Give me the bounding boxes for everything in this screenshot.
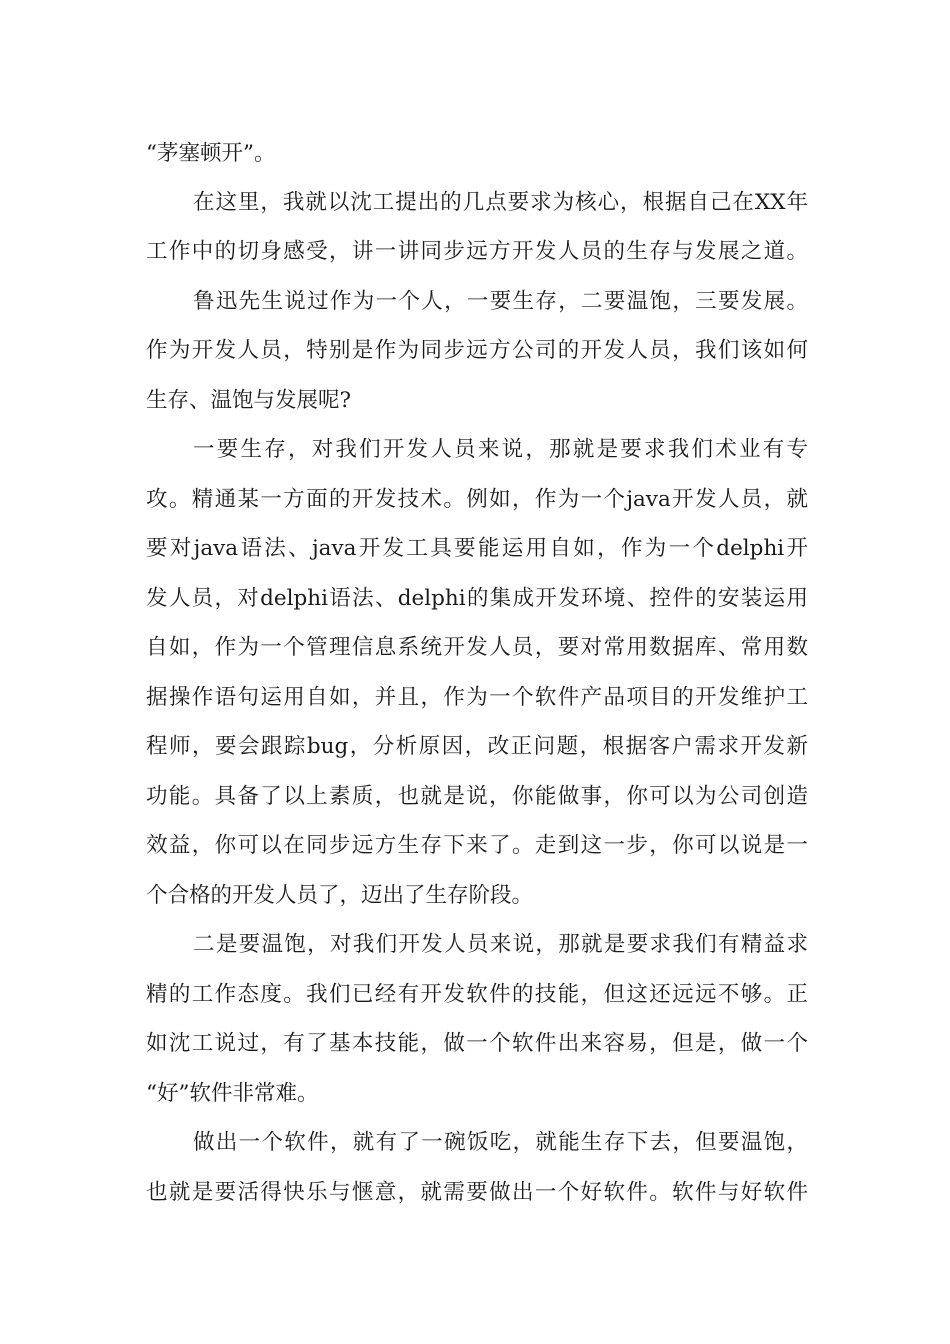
text-line: 据操作语句运用自如，并且，作为一个软件产品项目的开发维护工 (146, 685, 808, 710)
text-line: 程师，要会跟踪bug，分析原因，改正问题，根据客户需求开发新 (146, 734, 808, 759)
text-line: “茅塞顿开”。 (146, 141, 276, 166)
text-line: 攻。精通某一方面的开发技术。例如，作为一个java开发人员，就 (146, 487, 808, 512)
text-line: 也就是要活得快乐与惬意，就需要做出一个好软件。软件与好软件 (146, 1180, 808, 1205)
text-line: 自如，作为一个管理信息系统开发人员，要对常用数据库、常用数 (146, 635, 808, 660)
text-line: 要对java语法、java开发工具要能运用自如，作为一个delphi开 (146, 536, 808, 561)
text-line: 生存、温饱与发展呢? (146, 388, 352, 413)
text-line: 个合格的开发人员了，迈出了生存阶段。 (146, 883, 534, 908)
text-line: 一要生存，对我们开发人员来说，那就是要求我们术业有专 (193, 437, 808, 462)
text-line: 做出一个软件，就有了一碗饭吃，就能生存下去，但要温饱， (193, 1130, 808, 1155)
text-line: 发人员，对delphi语法、delphi的集成开发环境、控件的安装运用 (146, 586, 808, 611)
text-line: 如沈工说过，有了基本技能，做一个软件出来容易，但是，做一个 (146, 1031, 808, 1056)
text-line: 二是要温饱，对我们开发人员来说，那就是要求我们有精益求 (193, 932, 808, 957)
text-line: 工作中的切身感受，讲一讲同步远方开发人员的生存与发展之道。 (146, 239, 808, 264)
text-line: 效益，你可以在同步远方生存下来了。走到这一步，你可以说是一 (146, 833, 808, 858)
text-line: 鲁迅先生说过作为一个人，一要生存，二要温饱，三要发展。 (193, 289, 808, 314)
text-line: 功能。具备了以上素质，也就是说，你能做事，你可以为公司创造 (146, 784, 808, 809)
text-line: 在这里，我就以沈工提出的几点要求为核心，根据自己在XX年 (193, 190, 808, 215)
text-line: “好”软件非常难。 (146, 1081, 319, 1106)
text-line: 作为开发人员，特别是作为同步远方公司的开发人员，我们该如何 (146, 338, 808, 363)
text-line: 精的工作态度。我们已经有开发软件的技能，但这还远远不够。正 (146, 982, 808, 1007)
